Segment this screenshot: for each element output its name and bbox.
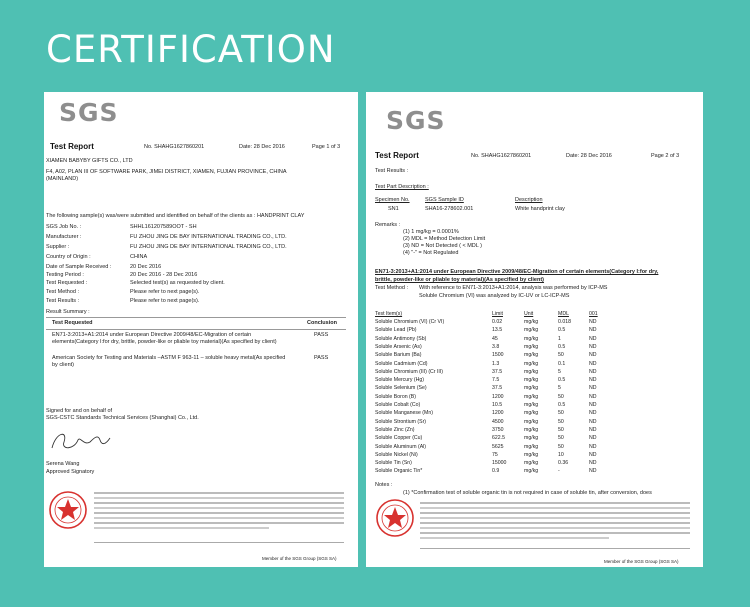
divider <box>46 317 346 318</box>
cell-mdl: 0.5 <box>558 402 566 408</box>
method-label: Test Method : <box>375 285 409 291</box>
field-value: Please refer to next page(s). <box>130 298 200 304</box>
cell-result: ND <box>589 360 597 367</box>
cell-test-item: Soluble Zinc (Zn) <box>375 426 415 433</box>
col-conclusion: Conclusion <box>307 320 337 326</box>
remark-1: (1) 1 mg/kg = 0.0001% <box>403 229 459 235</box>
divider <box>94 542 344 543</box>
divider <box>420 548 690 549</box>
cell-unit: mg/kg <box>524 377 539 384</box>
cell-mdl: - <box>558 468 560 475</box>
cell-result: ND <box>589 410 597 417</box>
cell-test-item: Soluble Arsenic (As) <box>375 343 422 350</box>
field-label: Supplier : <box>46 244 70 250</box>
report-title: Test Report <box>50 142 94 151</box>
field-label: Date of Sample Received : <box>46 264 112 270</box>
field-value: 20 Dec 2016 <box>130 264 162 270</box>
cell-result: ND <box>589 426 597 433</box>
field-value: Selected test(s) as requested by client. <box>130 280 225 286</box>
field-value: FU ZHOU JING DE BAY INTERNATIONAL TRADING CO., LTD. <box>130 244 287 250</box>
cell-test-item: Soluble Cadmium (Cd) <box>375 360 428 367</box>
report-title: Test Report <box>375 151 419 160</box>
cell-mdl: 50 <box>558 426 564 433</box>
sgs-stamp-icon <box>375 498 415 538</box>
field-label: Test Method : <box>46 289 80 295</box>
cell-limit: 1500 <box>492 352 504 359</box>
method-line2: Soluble Chromium (VI) was analyzed by IC-UV or LC-ICP-MS <box>419 293 570 299</box>
cell-test-item: Soluble Tin (Sn) <box>375 460 412 467</box>
cell-result: ND <box>589 393 597 400</box>
signer-name: Serena Wang <box>46 461 80 467</box>
result-conclusion-1: PASS <box>314 332 329 338</box>
cell-test-item: Soluble Barium (Ba) <box>375 352 422 359</box>
cell-mdl: 5 <box>558 368 561 375</box>
cell-mdl: 0.5 <box>558 377 566 384</box>
cell-mdl: 0.018 <box>558 319 571 325</box>
cell-result: ND <box>589 451 597 458</box>
cell-unit: mg/kg <box>524 352 539 359</box>
footer-terms <box>420 502 690 539</box>
cell-result: ND <box>589 327 597 334</box>
cell-limit: 7.5 <box>492 377 500 384</box>
cell-unit: mg/kg <box>524 343 539 350</box>
col-test-item: Test Item(s) <box>375 311 403 317</box>
report-number: No. SHAHG1627860201 <box>471 153 532 159</box>
field-label: Country of Origin : <box>46 254 91 260</box>
cell-unit: mg/kg <box>524 426 539 433</box>
cell-result: ND <box>589 377 597 384</box>
sgs-stamp-icon <box>48 490 88 530</box>
signature <box>46 424 126 458</box>
cell-limit: 5625 <box>492 443 504 450</box>
result-test-1: EN71-3:2013+A1:2014 under European Directive 2009/48/EC-Migration of certain elements(Category I:for dry, brittle, powder-like or pliable toy material)(As specified by client) <box>52 332 277 345</box>
test-results-label: Test Results : <box>375 168 409 174</box>
page-number: Page 1 of 3 <box>312 144 341 150</box>
cell-limit: 0.9 <box>492 468 500 475</box>
results-table <box>375 311 695 491</box>
col-mdl: MDL <box>558 311 569 317</box>
cell-limit: 15000 <box>492 460 507 467</box>
divider <box>46 329 346 330</box>
cell-limit: 1200 <box>492 410 504 417</box>
cell-limit: 4500 <box>492 418 504 425</box>
cell-mdl: 50 <box>558 393 564 400</box>
cell-result: ND <box>589 335 597 342</box>
cell-mdl: 50 <box>558 435 564 442</box>
cell-unit: mg/kg <box>524 360 539 367</box>
cell-test-item: Soluble Antimony (Sb) <box>375 335 427 342</box>
sgs-logo: SGS <box>59 98 119 127</box>
cell-unit: mg/kg <box>524 451 539 458</box>
report-date: Date: 28 Dec 2016 <box>239 144 285 150</box>
cell-mdl: 50 <box>558 352 564 359</box>
footer-member: Member of the SGS Group (SGS SA) <box>262 556 337 561</box>
cell-result: ND <box>589 460 597 467</box>
col-unit: Unit <box>524 311 534 317</box>
page-title: CERTIFICATION <box>46 28 336 71</box>
cell-test-item: Soluble Nickel (Ni) <box>375 451 418 458</box>
method-line1: With reference to EN71-3:2013+A1:2014, analysis was performed by ICP-MS <box>419 285 608 291</box>
cell-test-item: Soluble Manganese (Mn) <box>375 410 433 417</box>
footer-member: Member of the SGS Group (SGS SA) <box>604 559 679 564</box>
cell-result: ND <box>589 402 597 408</box>
test-report-page-1 <box>44 92 358 567</box>
cell-result: ND <box>589 319 597 325</box>
cell-limit: 75 <box>492 451 498 458</box>
part-description-label: Test Part Description : <box>375 184 429 190</box>
result-conclusion-2: PASS <box>314 355 329 361</box>
field-value: 20 Dec 2016 - 28 Dec 2016 <box>130 272 198 278</box>
cell-test-item: Soluble Cobalt (Co) <box>375 402 421 408</box>
cell-unit: mg/kg <box>524 335 539 342</box>
field-label: Test Requested : <box>46 280 88 286</box>
cell-limit: 37.5 <box>492 368 503 375</box>
cell-unit: mg/kg <box>524 418 539 425</box>
field-value: SHHL161207589OOT - SH <box>130 224 197 230</box>
cell-result: ND <box>589 343 597 350</box>
cell-unit: mg/kg <box>524 393 539 400</box>
field-value: Please refer to next page(s). <box>130 289 200 295</box>
col-result: 001 <box>589 311 598 317</box>
cell-test-item: Soluble Boron (B) <box>375 393 416 400</box>
cell-unit: mg/kg <box>524 385 539 392</box>
cell-test-item: Soluble Copper (Cu) <box>375 435 423 442</box>
cell-limit: 13.5 <box>492 327 503 334</box>
col-specimen: Specimen No. <box>375 197 410 203</box>
description-value: White handprint clay <box>515 206 565 212</box>
cell-result: ND <box>589 435 597 442</box>
cell-limit: 3750 <box>492 426 504 433</box>
cell-test-item: Soluble Lead (Pb) <box>375 327 417 334</box>
col-sample-id: SGS Sample ID <box>425 197 464 203</box>
cell-mdl: 0.36 <box>558 460 569 467</box>
cell-result: ND <box>589 468 597 475</box>
cell-unit: mg/kg <box>524 319 539 325</box>
col-test-requested: Test Requested <box>52 320 93 326</box>
remark-4: (4) "-" = Not Regulated <box>403 250 459 256</box>
notes-label: Notes : <box>375 482 393 488</box>
sample-id-value: SHA16-278602.001 <box>425 206 474 212</box>
sample-intro: The following sample(s) was/were submitted and identified on behalf of the clients as : HANDPRINT CLAY <box>46 213 305 219</box>
sgs-logo: SGS <box>386 106 446 135</box>
cell-limit: 10.5 <box>492 402 503 408</box>
signer-title: Approved Signatory <box>46 469 95 475</box>
cell-test-item: Soluble Chromium (III) (Cr III) <box>375 368 444 375</box>
field-label: Testing Period : <box>46 272 84 278</box>
col-description: Description <box>515 197 543 203</box>
field-label: Manufacturer : <box>46 234 82 240</box>
report-number: No. SHAHG1627860201 <box>144 144 205 150</box>
cell-mdl: 1 <box>558 335 561 342</box>
result-test-2: American Society for Testing and Materials –ASTM F 963-11 – soluble heavy metal(As specified by client) <box>52 355 286 368</box>
cell-mdl: 5 <box>558 385 561 392</box>
cell-unit: mg/kg <box>524 402 539 408</box>
cell-mdl: 0.1 <box>558 360 566 367</box>
directive-line2: brittle, powder-like or pliable toy material)(As specified by client) <box>375 277 545 283</box>
cell-result: ND <box>589 352 597 359</box>
signed-line1: Signed for and on behalf of <box>46 408 113 414</box>
company-address-line1: F4, A02, PLAN III OF SOFTWARE PARK, JIMEI DISTRICT, XIAMEN, FUJIAN PROVINCE, CHINA <box>46 169 287 175</box>
cell-limit: 37.5 <box>492 385 503 392</box>
directive-line1: EN71-3:2013+A1:2014 under European Directive 2009/48/EC-Migration of certain elements(Category I:for dry, <box>375 269 659 275</box>
cell-unit: mg/kg <box>524 435 539 442</box>
cell-result: ND <box>589 385 597 392</box>
cell-limit: 0.02 <box>492 319 503 325</box>
cell-mdl: 10 <box>558 451 564 458</box>
cell-unit: mg/kg <box>524 368 539 375</box>
cell-limit: 1200 <box>492 393 504 400</box>
cell-result: ND <box>589 443 597 450</box>
page-number: Page 2 of 3 <box>651 153 680 159</box>
cell-test-item: Soluble Organic Tin* <box>375 468 423 475</box>
report-date: Date: 28 Dec 2016 <box>566 153 612 159</box>
test-report-page-2 <box>366 92 703 567</box>
cell-limit: 3.8 <box>492 343 500 350</box>
cell-test-item: Soluble Strontium (Sr) <box>375 418 427 425</box>
cell-limit: 45 <box>492 335 498 342</box>
cell-result: ND <box>589 418 597 425</box>
signed-line2: SGS-CSTC Standards Technical Services (Shanghai) Co., Ltd. <box>46 415 199 421</box>
cell-result: ND <box>589 368 597 375</box>
cell-test-item: Soluble Mercury (Hg) <box>375 377 425 384</box>
cell-unit: mg/kg <box>524 327 539 334</box>
cell-limit: 1.3 <box>492 360 500 367</box>
remark-3: (3) ND = Not Detected ( < MDL ) <box>403 243 482 249</box>
result-summary-label: Result Summary : <box>46 309 90 315</box>
cell-limit: 622.5 <box>492 435 505 442</box>
specimen-value: SN1 <box>388 206 399 212</box>
field-label: SGS Job No. : <box>46 224 82 230</box>
cell-mdl: 50 <box>558 418 564 425</box>
cell-unit: mg/kg <box>524 410 539 417</box>
remark-2: (2) MDL = Method Detection Limit <box>403 236 486 242</box>
remarks-label: Remarks : <box>375 222 401 228</box>
cell-test-item: Soluble Selenium (Se) <box>375 385 427 392</box>
cell-unit: mg/kg <box>524 460 539 467</box>
company-name: XIAMEN BABYBY GIFTS CO., LTD <box>46 158 133 164</box>
cell-unit: mg/kg <box>524 443 539 450</box>
cell-mdl: 50 <box>558 443 564 450</box>
col-limit: Limit <box>492 311 503 317</box>
cell-test-item: Soluble Chromium (VI) (Cr VI) <box>375 319 445 325</box>
field-label: Test Results : <box>46 298 80 304</box>
cell-test-item: Soluble Aluminum (Al) <box>375 443 427 450</box>
cell-mdl: 0.5 <box>558 327 566 334</box>
company-address-line2: (MAINLAND) <box>46 176 79 182</box>
cell-mdl: 0.5 <box>558 343 566 350</box>
field-value: CHINA <box>130 254 148 260</box>
cell-unit: mg/kg <box>524 468 539 475</box>
footer-terms <box>94 492 344 529</box>
note-1: (1) *Confirmation test of soluble organic tin is not required in case of soluble tin, after conversion, does <box>403 490 652 496</box>
cell-mdl: 50 <box>558 410 564 417</box>
field-value: FU ZHOU JING DE BAY INTERNATIONAL TRADING CO., LTD. <box>130 234 287 240</box>
